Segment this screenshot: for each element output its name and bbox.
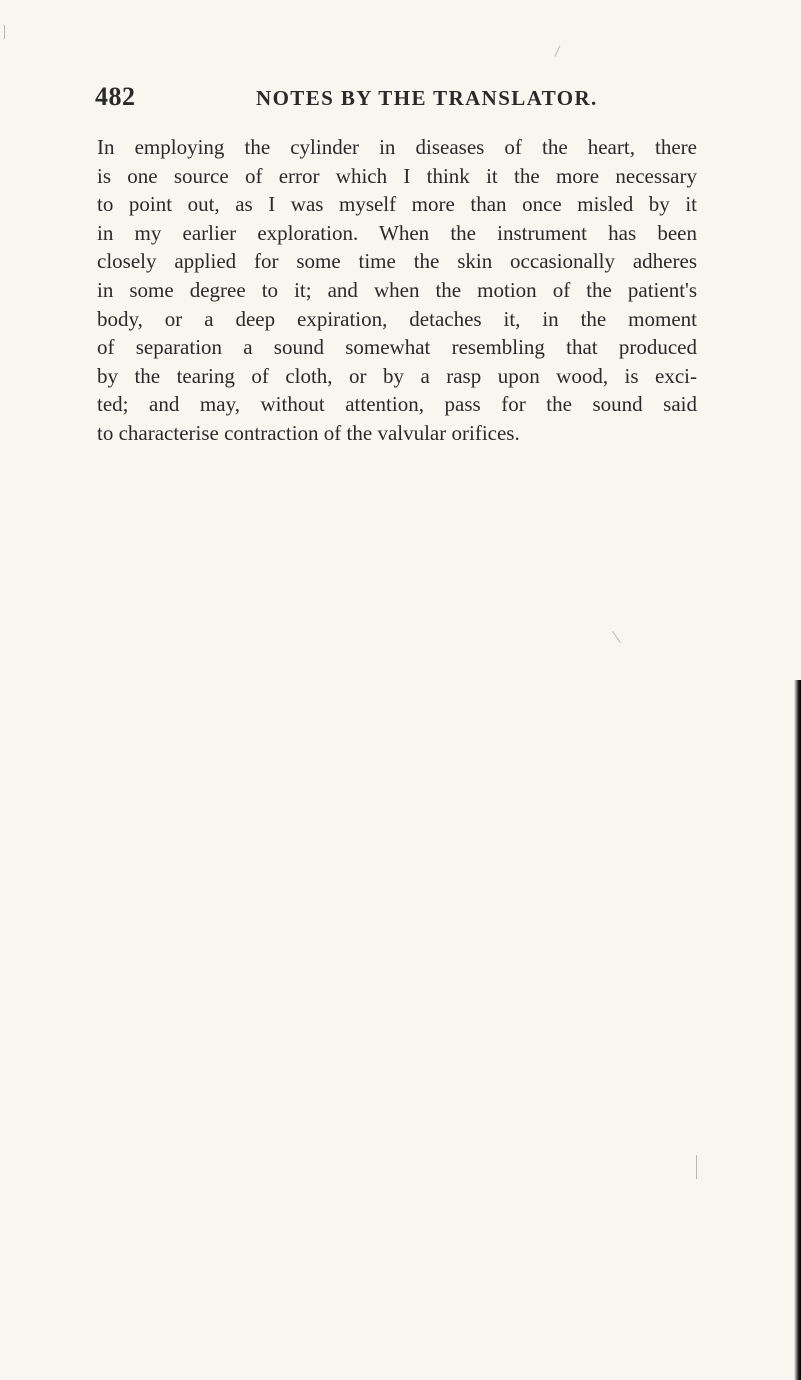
text-line: by the tearing of cloth, or by a rasp upon wood, is exci-: [97, 363, 697, 388]
paper-speck: [612, 631, 621, 643]
text-line: to point out, as I was myself more than once misled by it: [97, 192, 697, 217]
paper-speck: [555, 45, 561, 56]
text-line: to characterise contraction of the valvular orifices.: [97, 420, 520, 445]
text-line: closely applied for some time the skin occasionally adheres: [97, 249, 697, 274]
running-head: [95, 82, 605, 122]
text-line: in my earlier exploration. When the instrument has been: [97, 220, 697, 245]
text-line: in some degree to it; and when the motion of the patient's: [97, 277, 697, 302]
paper-speck: [696, 1155, 697, 1179]
paper-speck: [4, 25, 5, 39]
text-line: is one source of error which I think it the more necessary: [97, 163, 697, 188]
body-paragraph: [97, 133, 697, 448]
text-line: ted; and may, without attention, pass for the sound said: [97, 392, 697, 417]
text-line: In employing the cylinder in diseases of the heart, there: [97, 135, 697, 159]
page-number: 482: [95, 82, 136, 111]
header-title: NOTES BY THE TRANSLATOR.: [256, 86, 598, 110]
text-line: body, or a deep expiration, detaches it, in the moment: [97, 306, 697, 331]
scan-edge-shadow: [794, 680, 801, 1380]
text-line: of separation a sound somewhat resembling that produced: [97, 335, 697, 360]
